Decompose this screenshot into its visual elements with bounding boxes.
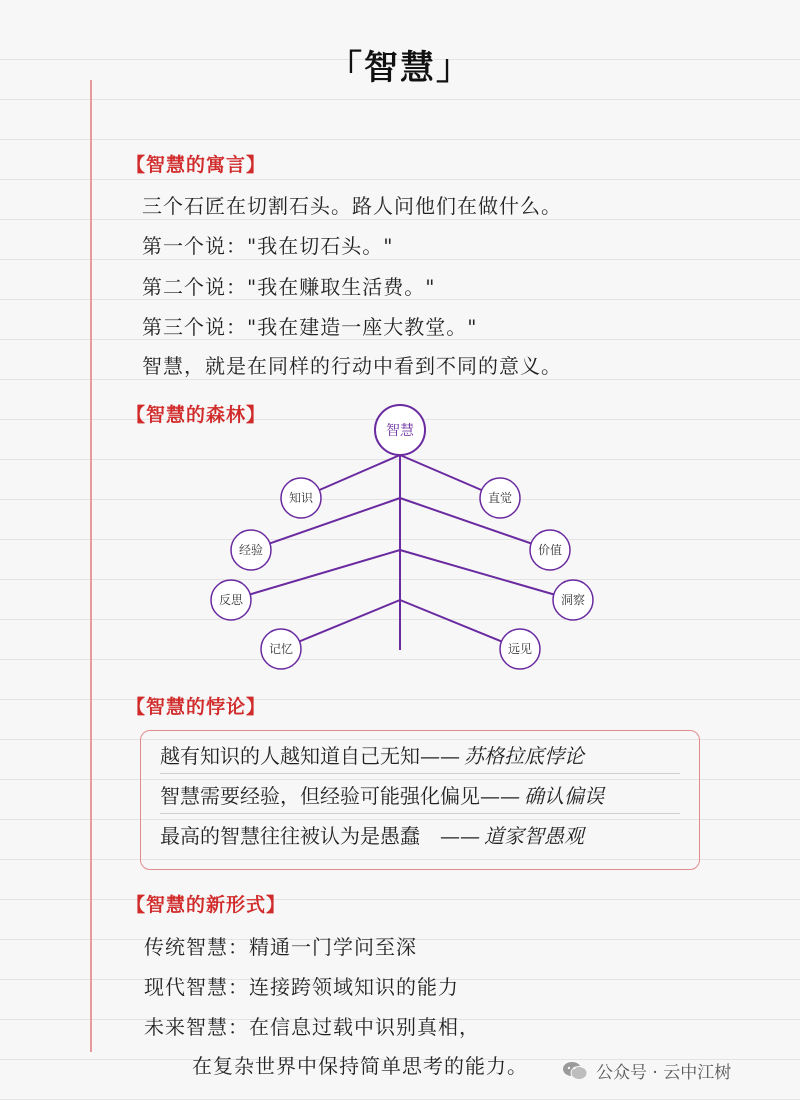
paradox-source: 确认偏误 bbox=[524, 784, 604, 808]
paradox-rule bbox=[160, 813, 680, 814]
parable-line: 三个石匠在切割石头。路人问他们在做什么。 bbox=[142, 194, 562, 218]
tree-node-label: 知识 bbox=[288, 491, 314, 505]
tree-node-label: 远见 bbox=[507, 642, 533, 656]
tree-root-label: 智慧 bbox=[386, 423, 414, 439]
tree-branch bbox=[400, 498, 550, 550]
new-forms-line: 在复杂世界中保持简单思考的能力。 bbox=[192, 1054, 528, 1078]
tree-node-label: 经验 bbox=[238, 543, 264, 557]
tree-node-label: 直觉 bbox=[487, 491, 513, 505]
watermark-text: 公众号 · 云中江树 bbox=[596, 1063, 732, 1083]
paradox-source: 苏格拉底悖论 bbox=[464, 744, 584, 768]
paradox-source: 道家智愚观 bbox=[484, 824, 584, 848]
watermark bbox=[562, 1058, 731, 1083]
tree-branches bbox=[231, 455, 573, 650]
parable-line: 第三个说："我在建造一座大教堂。" bbox=[142, 315, 478, 339]
parable-line: 第二个说："我在赚取生活费。" bbox=[142, 275, 436, 299]
new-forms-line: 现代智慧：连接跨领域知识的能力 bbox=[144, 975, 459, 999]
paradox-text: 智慧需要经验，但经验可能强化偏见—— bbox=[160, 784, 520, 808]
parable-line: 智慧，就是在同样的行动中看到不同的意义。 bbox=[142, 354, 562, 378]
paradox-row bbox=[160, 820, 584, 849]
section-heading-new-forms: 【智慧的新形式】 bbox=[126, 894, 287, 916]
section-heading-forest: 【智慧的森林】 bbox=[126, 404, 267, 426]
paradox-row bbox=[160, 740, 584, 769]
new-forms-line: 未来智慧：在信息过载中识别真相， bbox=[144, 1015, 480, 1039]
wechat-icon bbox=[562, 1061, 588, 1081]
paradox-text: 越有知识的人越知道自己无知—— bbox=[160, 744, 460, 768]
tree-node-label: 反思 bbox=[218, 593, 244, 607]
paradox-row bbox=[160, 780, 604, 809]
page-title: 「智慧」 bbox=[328, 48, 472, 88]
section-heading-paradox: 【智慧的悖论】 bbox=[126, 696, 267, 718]
paradox-rule bbox=[160, 773, 680, 774]
parable-line: 第一个说："我在切石头。" bbox=[142, 234, 394, 258]
tree-node-label: 价值 bbox=[537, 543, 563, 557]
tree-branch bbox=[251, 498, 400, 550]
tree-node-label: 洞察 bbox=[560, 593, 586, 607]
paradox-text: 最高的智慧往往被认为是愚蠢 —— bbox=[160, 824, 480, 848]
section-heading-parable: 【智慧的寓言】 bbox=[126, 154, 267, 176]
new-forms-line: 传统智慧：精通一门学问至深 bbox=[144, 935, 417, 959]
tree-node-label: 记忆 bbox=[268, 642, 294, 656]
